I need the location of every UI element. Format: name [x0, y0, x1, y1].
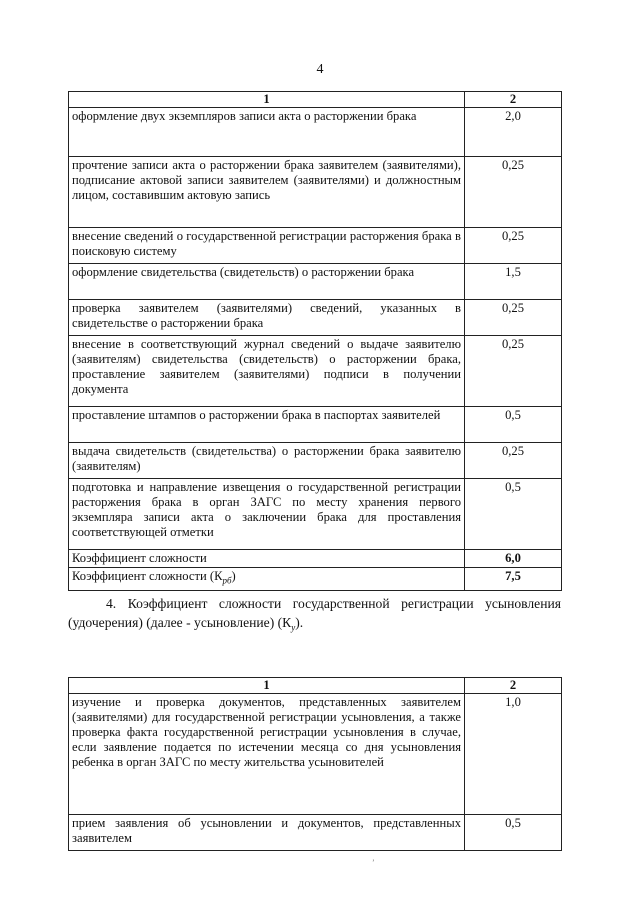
operation-description: внесение в соответствующий журнал сведений о выдаче заявителю (заявителям) свидетельства (свидетельств) о расторжении брака, проставление заявителем (заявителями) подписи в получении документа [69, 336, 465, 407]
table-row [69, 264, 562, 300]
column-header-coefficient: 2 [465, 678, 562, 694]
table-row [69, 479, 562, 550]
table-row [69, 108, 562, 157]
total-row [69, 550, 562, 568]
table-row [69, 157, 562, 228]
section-4-heading [68, 594, 561, 638]
total-value: 6,0 [465, 550, 562, 568]
coefficient-value: 0,25 [465, 300, 562, 336]
table-header-row [69, 92, 562, 108]
operation-description: прочтение записи акта о расторжении брака заявителем (заявителями), подписание актовой записи заявителем (заявителями) и должностным лицом, составившим актовую запись [69, 157, 465, 228]
table-row [69, 443, 562, 479]
table-row [69, 815, 562, 851]
total-label-text: Коэффициент сложности (К [72, 569, 223, 583]
coefficient-value: 0,5 [465, 479, 562, 550]
coefficient-value: 1,0 [465, 694, 562, 815]
total-label-krb [69, 568, 465, 591]
coefficient-value: 2,0 [465, 108, 562, 157]
operation-description: оформление свидетельства (свидетельств) о расторжении брака [69, 264, 465, 300]
operation-description: прием заявления об усыновлении и документов, представленных заявителем [69, 815, 465, 851]
coefficient-value: 0,25 [465, 157, 562, 228]
total-value-krb: 7,5 [465, 568, 562, 591]
total-label: Коэффициент сложности [69, 550, 465, 568]
operation-description: проверка заявителем (заявителями) сведений, указанных в свидетельстве о расторжении брака [69, 300, 465, 336]
total-label-subscript: рб [222, 575, 232, 586]
coefficient-value: 0,25 [465, 443, 562, 479]
coefficient-value: 0,25 [465, 228, 562, 264]
scan-speck: ’ [372, 858, 375, 867]
coefficient-value: 1,5 [465, 264, 562, 300]
coefficient-value: 0,5 [465, 407, 562, 443]
table-row [69, 336, 562, 407]
operation-description: оформление двух экземпляров записи акта о расторжении брака [69, 108, 465, 157]
column-header-operation: 1 [69, 678, 465, 694]
section-4-end: ). [295, 615, 304, 630]
coefficient-value: 0,5 [465, 815, 562, 851]
section-4-text: 4. Коэффициент сложности государственной регистрации усыновления (удочерения) (далее - усыновление) (К [68, 596, 561, 630]
section-4-subscript: у [291, 622, 296, 633]
adoption-registration-table [68, 677, 562, 851]
operation-description: подготовка и направление извещения о государственной регистрации расторжения брака в орган ЗАГС по месту хранения первого экземпляра записи акта о заключении брака для проставления соответствующей отметки [69, 479, 465, 550]
table-row [69, 694, 562, 815]
total-row-krb [69, 568, 562, 591]
coefficient-value: 0,25 [465, 336, 562, 407]
column-header-operation: 1 [69, 92, 465, 108]
table-row [69, 300, 562, 336]
operation-description: проставление штампов о расторжении брака в паспортах заявителей [69, 407, 465, 443]
operation-description: изучение и проверка документов, представленных заявителем (заявителями) для государственной регистрации усыновления, а также проверка факта государственной регистрации усыновления в случае, если заявление подается по истечении месяца со дня усыновления ребенка в орган ЗАГС по месту жительства усыновителей [69, 694, 465, 815]
operation-description: внесение сведений о государственной регистрации расторжения брака в поисковую систему [69, 228, 465, 264]
table-header-row [69, 678, 562, 694]
total-label-close: ) [231, 569, 236, 583]
table-row [69, 407, 562, 443]
column-header-coefficient: 2 [465, 92, 562, 108]
table-row [69, 228, 562, 264]
page-number: 4 [316, 62, 324, 77]
operation-description: выдача свидетельств (свидетельства) о расторжении брака заявителю (заявителям) [69, 443, 465, 479]
divorce-registration-table [68, 91, 562, 591]
